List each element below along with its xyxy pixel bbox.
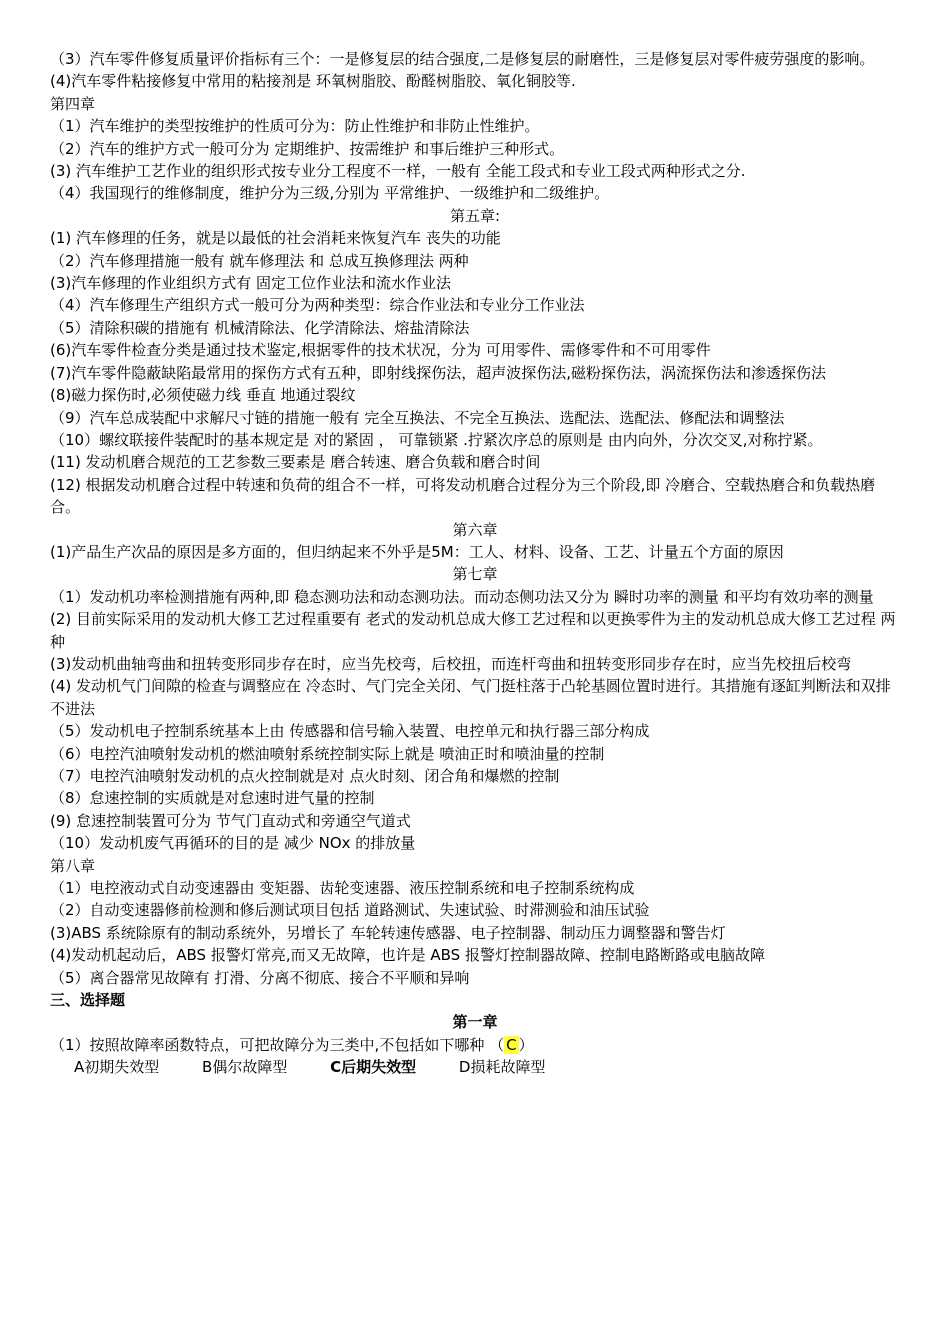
option-a: A初期失效型 bbox=[74, 1058, 160, 1077]
text-line: （4）汽车修理生产组织方式一般可分为两种类型：综合作业法和专业分工作业法 bbox=[50, 296, 585, 315]
text-line: （1）电控液动式自动变速器由 变矩器、齿轮变速器、液压控制系统和电子控制系统构成 bbox=[50, 879, 635, 898]
question-options bbox=[50, 1056, 900, 1078]
option-b: B偶尔故障型 bbox=[202, 1058, 288, 1077]
text-line: （10）螺纹联接件装配时的基本规定是 对的紧固 ， 可靠锁紧 .拧紧次序总的原则是 由内向外，分次交叉,对称拧紧。 bbox=[50, 430, 823, 449]
text-line: (1) 汽车修理的任务，就是以最低的社会消耗来恢复汽车 丧失的功能 bbox=[50, 229, 501, 248]
text-line: (7)汽车零件隐蔽缺陷最常用的探伤方式有五种，即射线探伤法，超声波探伤法,磁粉探伤法，涡流探伤法和渗透探伤法 bbox=[50, 363, 827, 382]
chapter-heading: 第五章: bbox=[449, 206, 501, 225]
text-line: （5）清除积碳的措施有 机械清除法、化学清除法、熔盐清除法 bbox=[50, 318, 470, 337]
text-line: (1)产品生产次品的原因是多方面的，但归纳起来不外乎是5M：工人、材料、设备、工艺、计量五个方面的原因 bbox=[50, 542, 784, 561]
text-line: （3）汽车零件修复质量评价指标有三个：一是修复层的结合强度,二是修复层的耐磨性，三是修复层对零件疲劳强度的影响。 bbox=[50, 50, 875, 68]
text-line: （1）发动机功率检测措施有两种,即 稳态测功法和动态测功法。而动态侧功法又分为 瞬时功率的测量 和平均有效功率的测量 bbox=[50, 587, 874, 606]
question-close: ） bbox=[518, 1035, 534, 1054]
text-line: (4)发动机起动后，ABS 报警灯常亮,而又无故障，也许是 ABS 报警灯控制器故障、控制电路断路或电脑故障 bbox=[50, 946, 765, 965]
text-line: (2) 目前实际采用的发动机大修工艺过程重要有 老式的发动机总成大修工艺过程和以更换零件为主的发动机总成大修工艺过程 两种 bbox=[50, 610, 896, 651]
chapter-heading: 第七章 bbox=[452, 565, 498, 584]
text-line: (3)ABS 系统除原有的制动系统外，另增长了 车轮转速传感器、电子控制器、制动压力调整器和警告灯 bbox=[50, 923, 726, 942]
text-line: （5）离合器常见故障有 打滑、分离不彻底、接合不平顺和异响 bbox=[50, 968, 470, 987]
text-line: (9) 怠速控制装置可分为 节气门直动式和旁通空气道式 bbox=[50, 811, 411, 830]
chapter-heading: 第八章 bbox=[50, 856, 96, 875]
text-line: (6)汽车零件检查分类是通过技术鉴定,根据零件的技术状况，分为 可用零件、需修零件和不可用零件 bbox=[50, 341, 711, 360]
text-line: (4)汽车零件粘接修复中常用的粘接剂是 环氧树脂胶、酚醛树脂胶、氧化铜胶等. bbox=[50, 72, 576, 91]
text-line: （9）汽车总成装配中求解尺寸链的措施一般有 完全互换法、不完全互换法、选配法、选配法、修配法和调整法 bbox=[50, 408, 785, 427]
text-line: (3) 汽车维护工艺作业的组织形式按专业分工程度不一样，一般有 全能工段式和专业工段式两种形式之分. bbox=[50, 162, 746, 181]
text-line: （5）发动机电子控制系统基本上由 传感器和信号输入装置、电控单元和执行器三部分构成 bbox=[50, 722, 650, 741]
option-c: C后期失效型 bbox=[330, 1058, 417, 1077]
text-line: （1）汽车维护的类型按维护的性质可分为：防止性维护和非防止性维护。 bbox=[50, 117, 540, 136]
text-line: （2）汽车修理措施一般有 就车修理法 和 总成互换修理法 两种 bbox=[50, 251, 469, 270]
question-stem bbox=[50, 1034, 900, 1056]
option-d: D损耗故障型 bbox=[458, 1058, 546, 1077]
question-text: （1）按照故障率函数特点，可把故障分为三类中,不包括如下哪种 （ bbox=[50, 1035, 505, 1054]
text-line: (3)发动机曲轴弯曲和扭转变形同步存在时，应当先校弯，后校扭，而连杆弯曲和扭转变形同步存在时，应当先校扭后校弯 bbox=[50, 654, 852, 673]
text-line: （8）怠速控制的实质就是对怠速时进气量的控制 bbox=[50, 789, 375, 808]
text-line: （2）自动变速器修前检测和修后测试项目包括 道路测试、失速试验、时滞测验和油压试验 bbox=[50, 901, 650, 920]
text-line: （10）发动机废气再循环的目的是 减少 NOx 的排放量 bbox=[50, 834, 416, 853]
text-line: (11) 发动机磨合规范的工艺参数三要素是 磨合转速、磨合负载和磨合时间 bbox=[50, 453, 541, 472]
text-line: (3)汽车修理的作业组织方式有 固定工位作业法和流水作业法 bbox=[50, 274, 452, 293]
text-line: (4) 发动机气门间隙的检查与调整应在 冷态时、气门完全关闭、气门挺柱落于凸轮基圆位置时进行。其措施有逐缸判断法和双排不进法 bbox=[50, 677, 891, 718]
text-line: （6）电控汽油喷射发动机的燃油喷射系统控制实际上就是 喷油正时和喷油量的控制 bbox=[50, 744, 605, 763]
text-line: （7）电控汽油喷射发动机的点火控制就是对 点火时刻、闭合角和爆燃的控制 bbox=[50, 767, 560, 785]
text-line: （4）我国现行的维修制度，维护分为三级,分别为 平常维护、一级维护和二级维护。 bbox=[50, 184, 610, 203]
section-heading: 三、选择题 bbox=[50, 991, 126, 1010]
text-line: （2）汽车的维护方式一般可分为 定期维护、按需维护 和事后维护三种形式。 bbox=[50, 139, 565, 158]
chapter-heading: 第四章 bbox=[50, 94, 96, 113]
text-line: (8)磁力探伤时,必须使磁力线 垂直 地通过裂纹 bbox=[50, 386, 356, 405]
text-line: (12) 根据发动机磨合过程中转速和负荷的组合不一样，可将发动机磨合过程分为三个阶段,即 冷磨合、空载热磨合和负载热磨合。 bbox=[50, 475, 876, 517]
chapter-heading: 第六章 bbox=[452, 520, 498, 539]
chapter-heading: 第一章 bbox=[452, 1013, 498, 1032]
answer-highlight: C bbox=[506, 1035, 517, 1054]
